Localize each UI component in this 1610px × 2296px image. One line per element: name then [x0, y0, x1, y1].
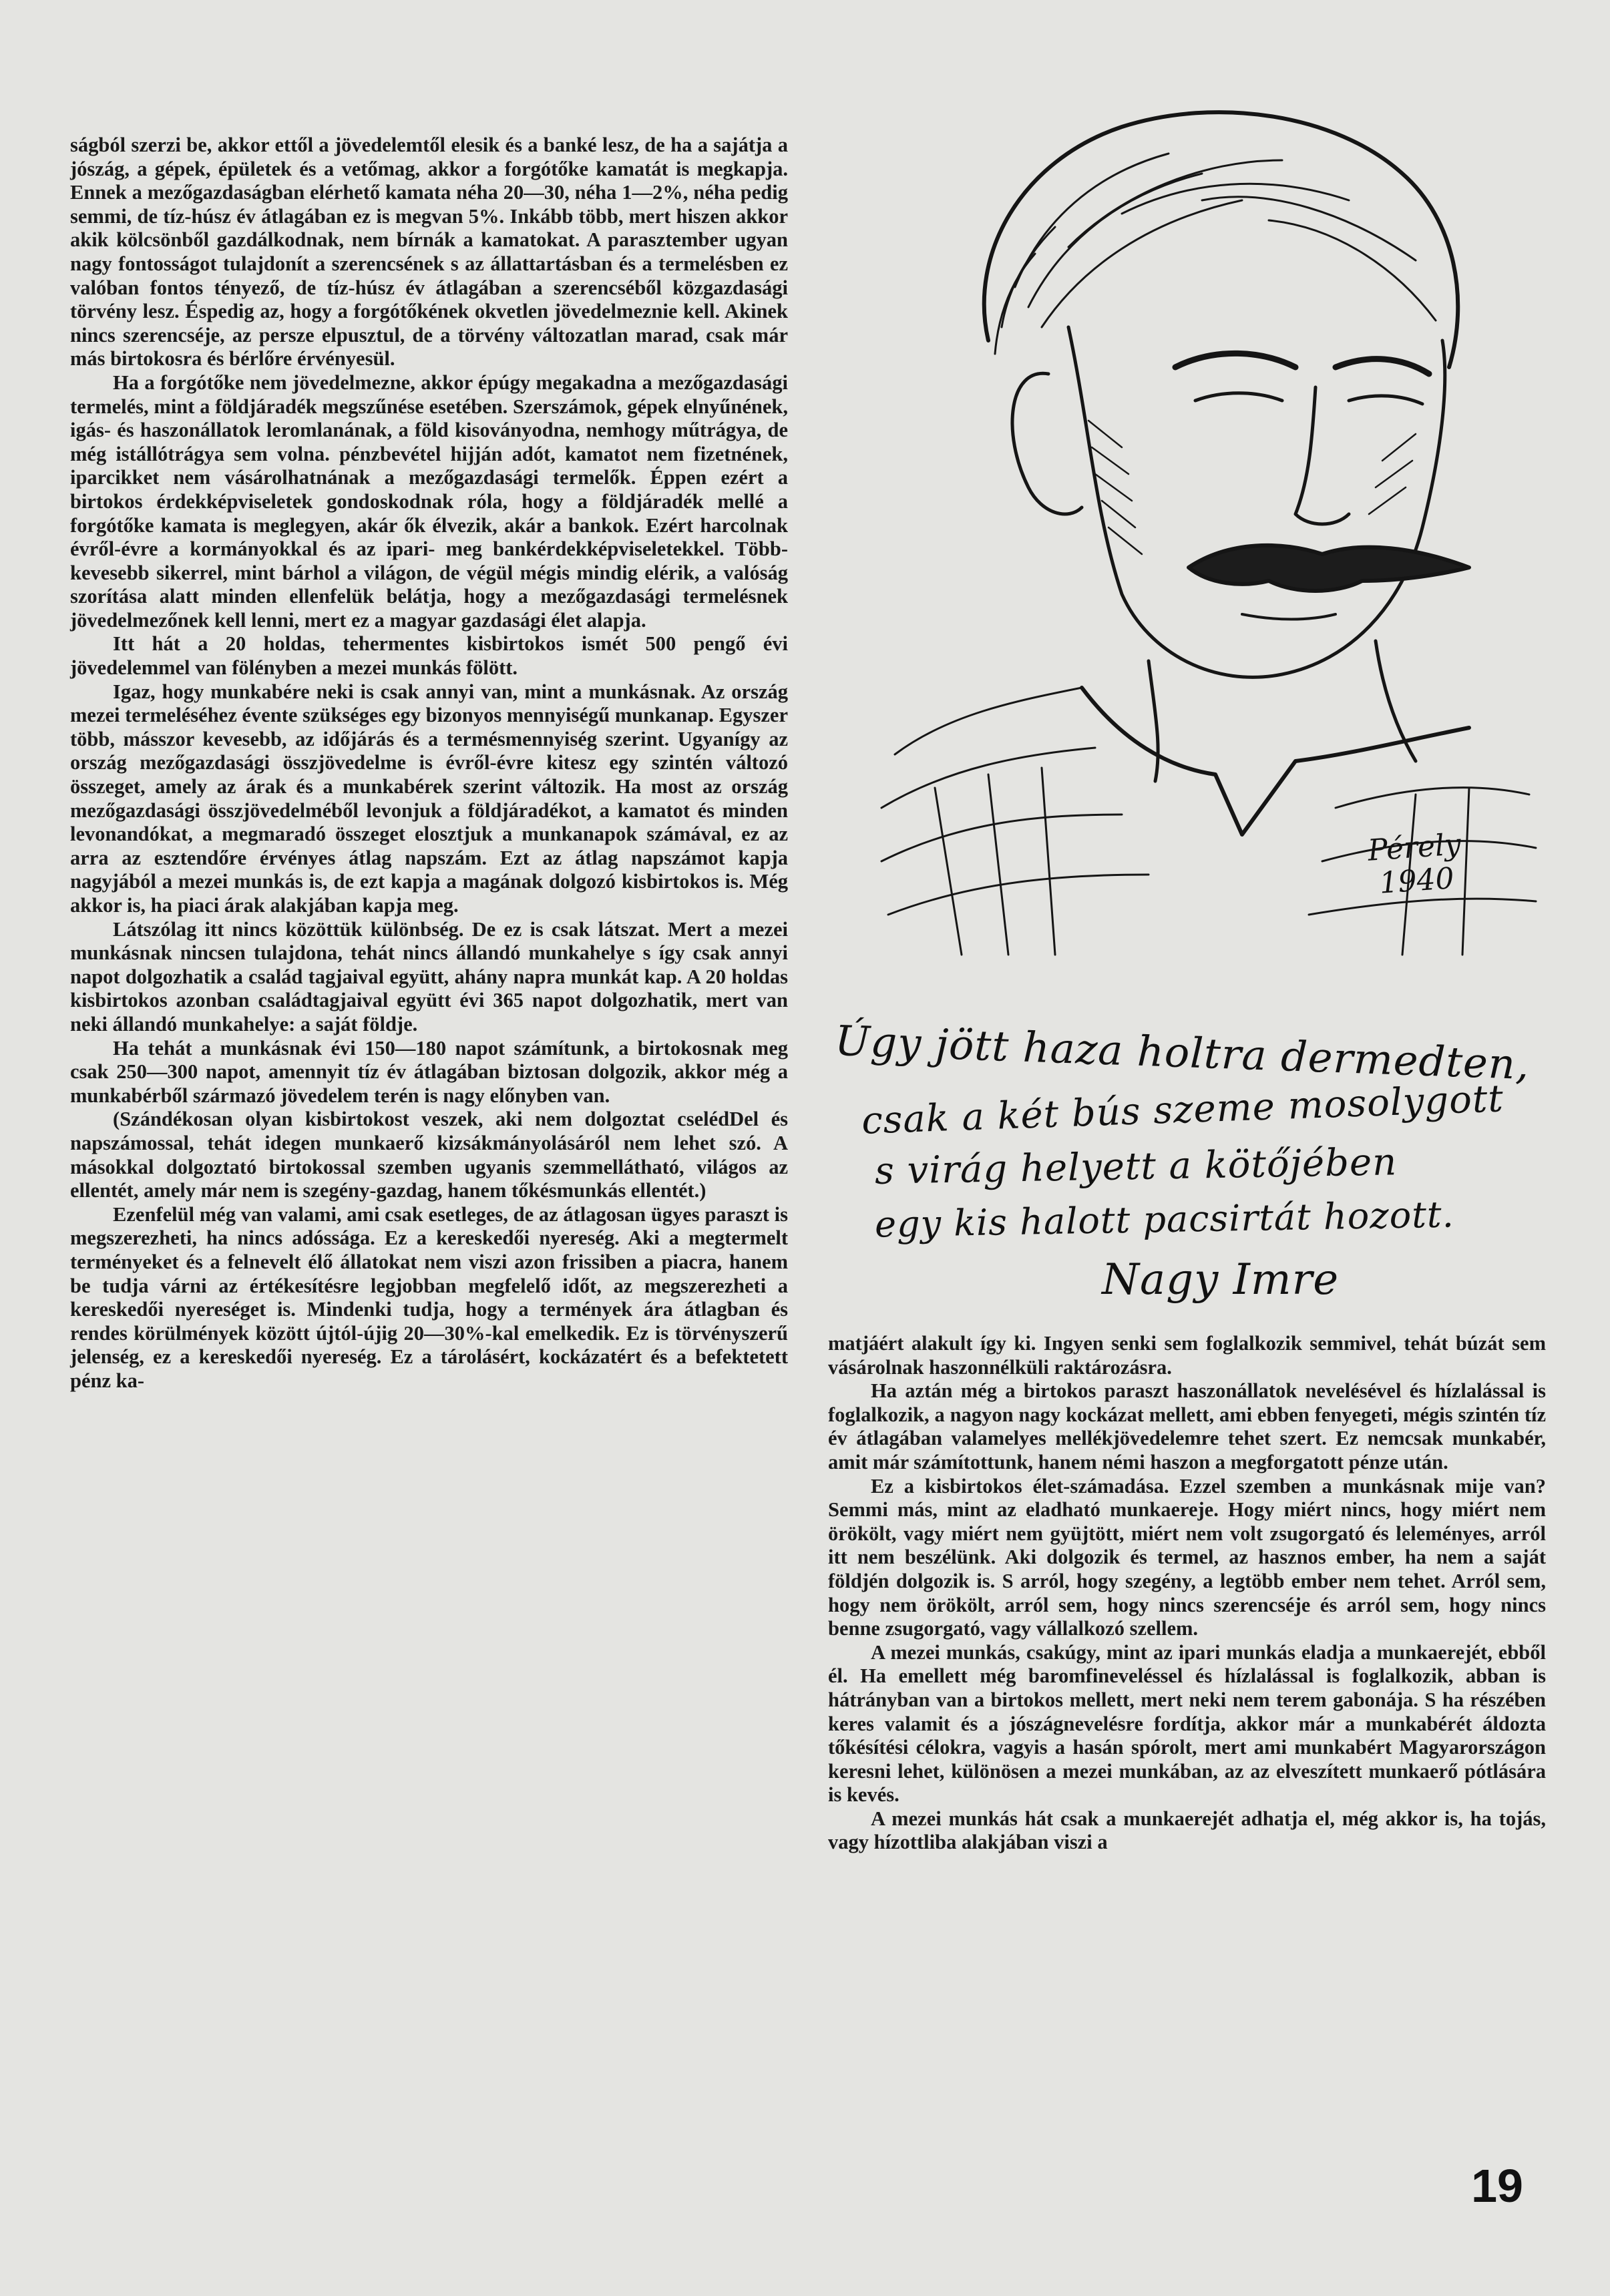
paragraph: A mezei munkás, csakúgy, mint az ipari munkás eladja a munkaerejét, ebből él. Ha emellett még baromfineveléssel és hízlalással is foglalkozik, abban is hátrányban van a birtokos mellett, mert neki nem terem gabonája. S ha részében keres valamit és a jószágnevelésre fordítja, akkor már a munkabérét áldozta tőkésítési célokra, vagyis a hasán spórolt, mert ami munkabért Magyarországon keresni lehet, különösen a mezei munkában, az az elveszített munkaerő pótlására is kevés. — [828, 1640, 1546, 1807]
left-eye — [1195, 393, 1282, 401]
paragraph: (Szándékosan olyan kisbirtokost veszek, aki nem dolgoztat cselédDel és napszámossal, tehát idegen munkaerő kizsákmányolásáról nem lehet szó. A másokkal dolgoztató birtokossal szemben ugyanis szemmellátható, világos az ellentét, amely már nem is szegény-gazdag, hanem tőkésmunkás ellentét.) — [70, 1108, 788, 1202]
right-eyebrow — [1336, 359, 1429, 374]
neck — [1149, 661, 1158, 781]
mouth — [1242, 614, 1336, 620]
hair-hatching — [995, 154, 1436, 354]
nose — [1295, 387, 1349, 524]
page-number: 19 — [1471, 2160, 1523, 2212]
poem-signature: Nagy Imre — [1102, 1255, 1340, 1305]
paragraph: Ezenfelül még van valami, ami csak esetleges, de az átlagosan ügyes paraszt is megszerezheti, ha nincs adóssága. Ez a kereskedői nyereség. Aki a megtermelt terményeket és a felnevelt élő állatokat nem viszi azon frissiben a piacra, hanem be tudja várni az értékesítésre legjobban megfelelő időt, az megszerezheti a kereskedői nyereséget is. Mindenki tudja, hogy a termények ára átlagban és rendes körülmények között újtól-újig 20—30%-kal emelkedik. Ez is törvényszerű jelenség, ez a kereskedői nyereség. Ez a tárolásért, kockázatért és a befektetett pénz ka- — [70, 1202, 788, 1392]
left-eyebrow — [1175, 353, 1295, 367]
artist-name: Pérely — [1366, 827, 1462, 868]
poem-line-3: s virág helyett a kötőjében — [874, 1140, 1398, 1193]
paragraph: Ez a kisbirtokos élet-számadása. Ezzel szemben a munkásnak mije van? Semmi más, mint az eladható munkaereje. Hogy miért nincs, hogy miért nem örökölt, vagy miért nem gyüjtött, miért nem volt zsugorgató és leleményes, arról itt nem beszélünk. Aki dolgozik és termel, az hasznos ember, ha nem a saját földjén dolgozik is. S arról, hogy szegény, a legtöbb ember nem tehet. Arról sem, hogy nem örökölt, arról sem, hogy nincs szerencséje és arról sem, hogy nincs benne zsugorgató, vagy vállalkozó szellem. — [828, 1474, 1546, 1640]
paragraph: Ha a forgótőke nem jövedelmezne, akkor épúgy megakadna a mezőgazdasági termelés, mint a földjáradék megszűnése esetében. Szerszámok, gépek elnyűnének, igás- és haszonállatok leromlanának, a föld kisoványodna, nemhogy műtrágya, de még istállótrágya sem volna. pénzbevétel hijján adót, kamatot nem fizetnének, iparcikket nem vásárolhatnának a mezőgazdasági termelők. Éppen ezért a birtokos érdekképviseletek gondoskodnak róla, hogy a földjáradék mellé a forgótőke kamata is meglegyen, akár ők élvezik, akár a bankok. Ezért harcolnak évről-évre a kormányokkal és az ipari- meg bankérdekképviseletekkel. Több-kevesebb sikerrel, mint bárhol a világon, de végül mégis mindig elérik, a valóság szorítása alatt minden ellenfelük belátja, hogy a mezőgazdasági termelésnek jövedelmezőnek kell lenni, mert ez a magyar gazdasági élet alapja. — [70, 371, 788, 632]
paragraph: ságból szerzi be, akkor ettől a jövedelemtől elesik és a banké lesz, de ha a sajátja a jószág, a gépek, épületek és a vetőmag, akkor a forgótőke kamatát is megkapja. Ennek a mezőgazdaságban elérhető kamata néha 20—30, néha 1—2%, néha pedig semmi, de tíz-húsz év átlagában ez is megvan 5%. Inkább több, mert hiszen akkor akik kölcsönből gazdálkodnak, nem bírnák a kamatokat. A parasztember ugyan nagy fontosságot tulajdonít a szerencsének s az állattartásban és a termelésben ez valóban fontos tényező, de tíz-húsz év átlagában a szerencséből közgazdasági törvény lesz. Éspedig az, hogy a forgótőkének okvetlen jövedelmeznie kell. Akinek nincs szerencséje, az persze elpusztul, de a törvény változatlan marad, csak már más birtokosra és bérlőre érvényesül. — [70, 134, 788, 371]
left-text-column — [70, 134, 788, 1393]
poem-line-2: csak a két bús szeme mosolygott — [861, 1077, 1504, 1143]
paragraph: Ha tehát a munkásnak évi 150—180 napot számítunk, a birtokosnak meg csak 250—300 napot, amennyit tíz év átlagában biztosan dolgozik, akkor még a munkabérből származó jövedelem terén is nagy előnyben van. — [70, 1036, 788, 1107]
right-text-column — [828, 1332, 1546, 1855]
handwritten-poem — [821, 1015, 1576, 1322]
paragraph: Igaz, hogy munkabére neki is csak annyi van, mint a munkásnak. Az ország mezei termeléséhez évente szükséges egy bizonyos mennyiségű munkanap. Egyszer több, másszor kevesebb, az időjárás és a termésmennyiség szerint. Ugyanígy az ország mezőgazdasági összjövedelme is évről-évre kitesz egy szintén változó összeget, amely az árak és a munkabérek szerint változik. Ha most az ország mezőgazdasági összjövedelméből levonjuk a földjáradékot, a kamatot és minden levonandókat, a megmaradó összeget elosztjuk a munkanapok számával, ez az arra az esztendőre érvényes átlag napszám. Ezt az átlag napszámot kapja nagyjából a mezei munkás is, de ezt kapja a magának dolgozó kisbirtokos is. Még akkor is, ha piaci árak alakjában kapja meg. — [70, 680, 788, 917]
collar — [1082, 688, 1469, 835]
poem-line-1: Úgy jött haza holtra dermedten, — [834, 1015, 1531, 1090]
paragraph: A mezei munkás hát csak a munkaerejét adhatja el, még akkor is, ha tojás, vagy hízottliba alakjában viszi a — [828, 1807, 1546, 1854]
paragraph: Ha aztán még a birtokos paraszt haszonállatok nevelésével és hízlalással is foglalkozik, a nagyon nagy kockázat mellett, ami ebben fenyegeti, mégis szintén tíz év átlagában valamelyes mellékjövedelemre tehet szert. Ez nemcsak munkabér, amit már számítottunk, hanem némi haszon a megforgatott pénze után. — [828, 1379, 1546, 1473]
poem-line-4: egy kis halott pacsirtát hozott. — [874, 1193, 1455, 1246]
artist-signature — [1367, 828, 1464, 901]
hair-outline — [984, 112, 1458, 367]
face-outline — [1068, 327, 1445, 677]
face-shading — [1088, 421, 1416, 554]
artist-year: 1940 — [1378, 861, 1456, 901]
paragraph: Itt hát a 20 holdas, tehermentes kisbirtokos ismét 500 pengő évi jövedelemmel van fölényben a mezei munkás fölött. — [70, 632, 788, 680]
coat-hatching — [881, 688, 1536, 955]
paragraph: matjáért alakult így ki. Ingyen senki sem foglalkozik semmivel, tehát búzát sem vásárolnak haszonnélküli raktározásra. — [828, 1332, 1546, 1379]
right-eye — [1349, 396, 1422, 404]
paragraph: Látszólag itt nincs közöttük különbség. De ez is csak látszat. Mert a mezei munkásnak nincsen tulajdona, tehát nincs állandó munkahelye s így csak annyi napot dolgozhatik a család tagjaival együtt, ahány napra munkát kap. A 20 holdas kisbirtokos azonban családtagjaival együtt évi 365 napot dolgozhatik, mert van neki állandó munkahelye: a saját földje. — [70, 917, 788, 1036]
moustache — [1189, 545, 1469, 591]
ear — [1012, 373, 1082, 514]
